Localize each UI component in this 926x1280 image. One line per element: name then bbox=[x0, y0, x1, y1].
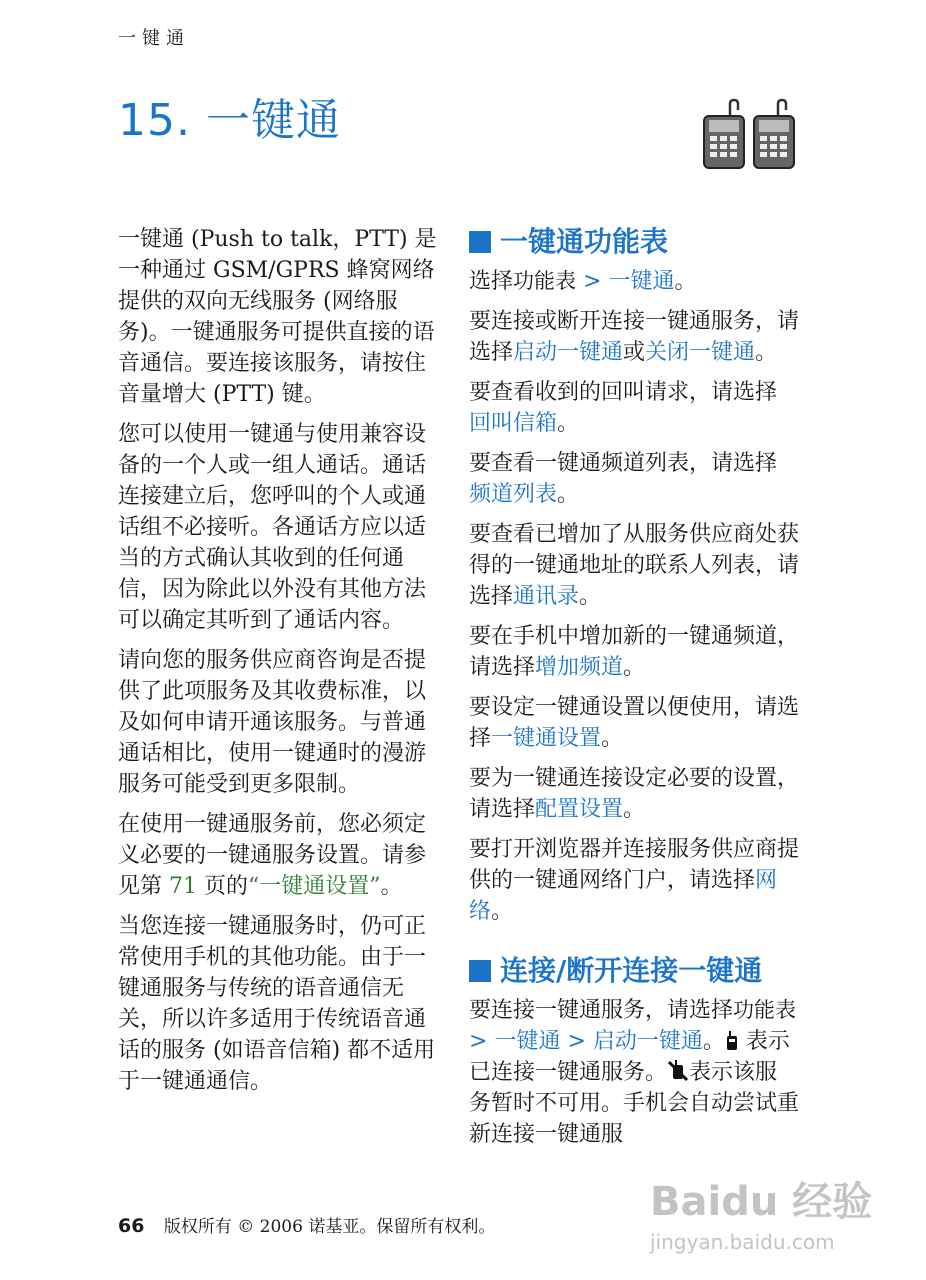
contacts-paragraph bbox=[469, 519, 799, 612]
intro-paragraph: 一键通 (Push to talk，PTT) 是一种通过 GSM/GPRS 蜂窝网络提供的双向无线服务 (网络服务)。一键通服务可提供直接的语音通信。要连接该服务，请按住音量增大 (PTT) 键。 bbox=[118, 227, 437, 407]
web-link[interactable]: 网络 bbox=[469, 868, 778, 924]
ptt-connected-icon bbox=[725, 1031, 739, 1051]
contacts-link[interactable]: 通讯录 bbox=[513, 584, 580, 609]
copyright-notice: 版权所有 © 2006 诺基亚。保留所有权利。 bbox=[163, 1217, 496, 1237]
add-channel-link[interactable]: 增加频道 bbox=[535, 655, 624, 680]
text-span: 。 bbox=[579, 584, 602, 609]
text-span: 选择 bbox=[469, 269, 514, 294]
callback-option-paragraph bbox=[469, 377, 799, 439]
config-settings-paragraph bbox=[469, 763, 799, 825]
text-span: 或 bbox=[623, 340, 646, 365]
watermark-brand: Baidu 经验 bbox=[650, 1179, 873, 1225]
text-span: 要打开浏览器并连接服务供应商提供的一键通网络门户，请选择 bbox=[469, 837, 800, 893]
right-column bbox=[469, 224, 799, 1159]
text-span: 。 bbox=[623, 655, 646, 680]
text-span: 。 bbox=[601, 726, 624, 751]
ptt-settings-link[interactable]: 一键通设置 bbox=[491, 726, 602, 751]
service-availability-paragraph: 请向您的服务供应商咨询是否提供了此项服务及其收费标准，以及如何申请开通该服务。与普通通话相比，使用一键通时的漫游服务可能受到更多限制。 bbox=[118, 648, 427, 797]
callback-inbox-link[interactable]: 回叫信箱 bbox=[469, 411, 558, 436]
text-span: 要查看一键通频道列表，请选择 bbox=[469, 451, 778, 476]
text-span: 要查看已增加了从服务供应商处获得的一键通地址的联系人列表，请选择 bbox=[469, 522, 800, 609]
path-separator: > bbox=[469, 1029, 495, 1054]
walkie-talkie-icon bbox=[700, 98, 800, 172]
text-span: 。 bbox=[380, 874, 403, 899]
connect-option-paragraph bbox=[469, 306, 799, 368]
page-footer bbox=[118, 1212, 495, 1237]
square-bullet-icon bbox=[469, 231, 491, 253]
page-number: 66 bbox=[118, 1215, 145, 1237]
text-span: 要设定一键通设置以便使用，请选择 bbox=[469, 695, 800, 751]
text-span: 要连接一键通服务，请选择 bbox=[469, 998, 734, 1023]
connect-instructions-paragraph bbox=[469, 995, 799, 1150]
text-span: 。 bbox=[557, 411, 580, 436]
settings-reference-link[interactable]: “一键通设置” bbox=[248, 874, 381, 899]
path-separator: > bbox=[560, 1029, 593, 1054]
text-span: 。 bbox=[491, 899, 514, 924]
text-span: 表示该服务暂时不可用。手机会自动尝试重新连接一键通服 bbox=[469, 1060, 800, 1147]
menu-label: 功能表 bbox=[733, 998, 797, 1022]
left-column bbox=[118, 224, 438, 1106]
text-span: 。 bbox=[623, 797, 646, 822]
section-title-text: 连接/断开连接一键通 bbox=[500, 954, 763, 987]
channel-list-paragraph bbox=[469, 448, 799, 510]
ptt-unavailable-icon bbox=[667, 1060, 689, 1082]
ptt-settings-paragraph bbox=[469, 692, 799, 754]
channel-list-link[interactable]: 频道列表 bbox=[469, 482, 558, 507]
text-span: 要连接或断开连接一键通服务，请选择 bbox=[469, 309, 800, 365]
compatibility-paragraph: 当您连接一键通服务时，仍可正常使用手机的其他功能。由于一键通服务与传统的语音通信无关，所以许多适用于传统语音通话的服务 (如语音信箱) 都不适用于一键通通信。 bbox=[118, 914, 436, 1094]
section-title-text: 一键通功能表 bbox=[500, 225, 669, 258]
ptt-menu-link[interactable]: 一键通 bbox=[494, 1029, 561, 1054]
text-span: 表示已连接一键通服务。 bbox=[469, 1029, 790, 1085]
running-header: 一键通 bbox=[118, 28, 190, 49]
text-span: 。 bbox=[755, 340, 778, 365]
start-ptt-link[interactable]: 启动一键通 bbox=[513, 340, 624, 365]
add-channel-paragraph bbox=[469, 621, 799, 683]
page-reference-link[interactable]: 71 bbox=[169, 874, 197, 899]
menu-label: 功能表 bbox=[513, 269, 577, 293]
section-heading-menu bbox=[469, 224, 799, 260]
web-portal-paragraph bbox=[469, 834, 799, 927]
text-span: 要为一键通连接设定必要的设置，请选择 bbox=[469, 766, 800, 822]
path-separator: > bbox=[576, 269, 609, 294]
watermark-url: jingyan.baidu.com bbox=[650, 1230, 835, 1254]
config-settings-link[interactable]: 配置设置 bbox=[535, 797, 624, 822]
usage-paragraph: 您可以使用一键通与使用兼容设备的一个人或一组人通话。通话连接建立后，您呼叫的个人或通话组不必接听。各通话方应以适当的方式确认其收到的任何通信，因为除此以外没有其他方法可以确定其听到了通话内容。 bbox=[118, 422, 427, 633]
settings-paragraph bbox=[118, 809, 438, 902]
text-span: 在使用一键通服务前，您必须定义必要的一键通服务设置。请参见第 bbox=[118, 812, 427, 899]
text-span: 。 bbox=[702, 1029, 725, 1054]
text-span: 页的 bbox=[197, 874, 248, 899]
ptt-menu-link[interactable]: 一键通 bbox=[608, 269, 675, 294]
text-span: 要在手机中增加新的一键通频道，请选择 bbox=[469, 624, 800, 680]
menu-path-paragraph bbox=[469, 266, 799, 297]
section-heading-connect bbox=[469, 953, 799, 989]
chapter-title: 15. 一键通 bbox=[118, 95, 341, 146]
baidu-watermark bbox=[650, 1170, 905, 1270]
text-span: 要查看收到的回叫请求，请选择 bbox=[469, 380, 778, 405]
square-bullet-icon bbox=[469, 960, 491, 982]
text-span: 。 bbox=[674, 269, 697, 294]
text-span: 。 bbox=[557, 482, 580, 507]
start-ptt-link[interactable]: 启动一键通 bbox=[592, 1029, 703, 1054]
stop-ptt-link[interactable]: 关闭一键通 bbox=[645, 340, 756, 365]
